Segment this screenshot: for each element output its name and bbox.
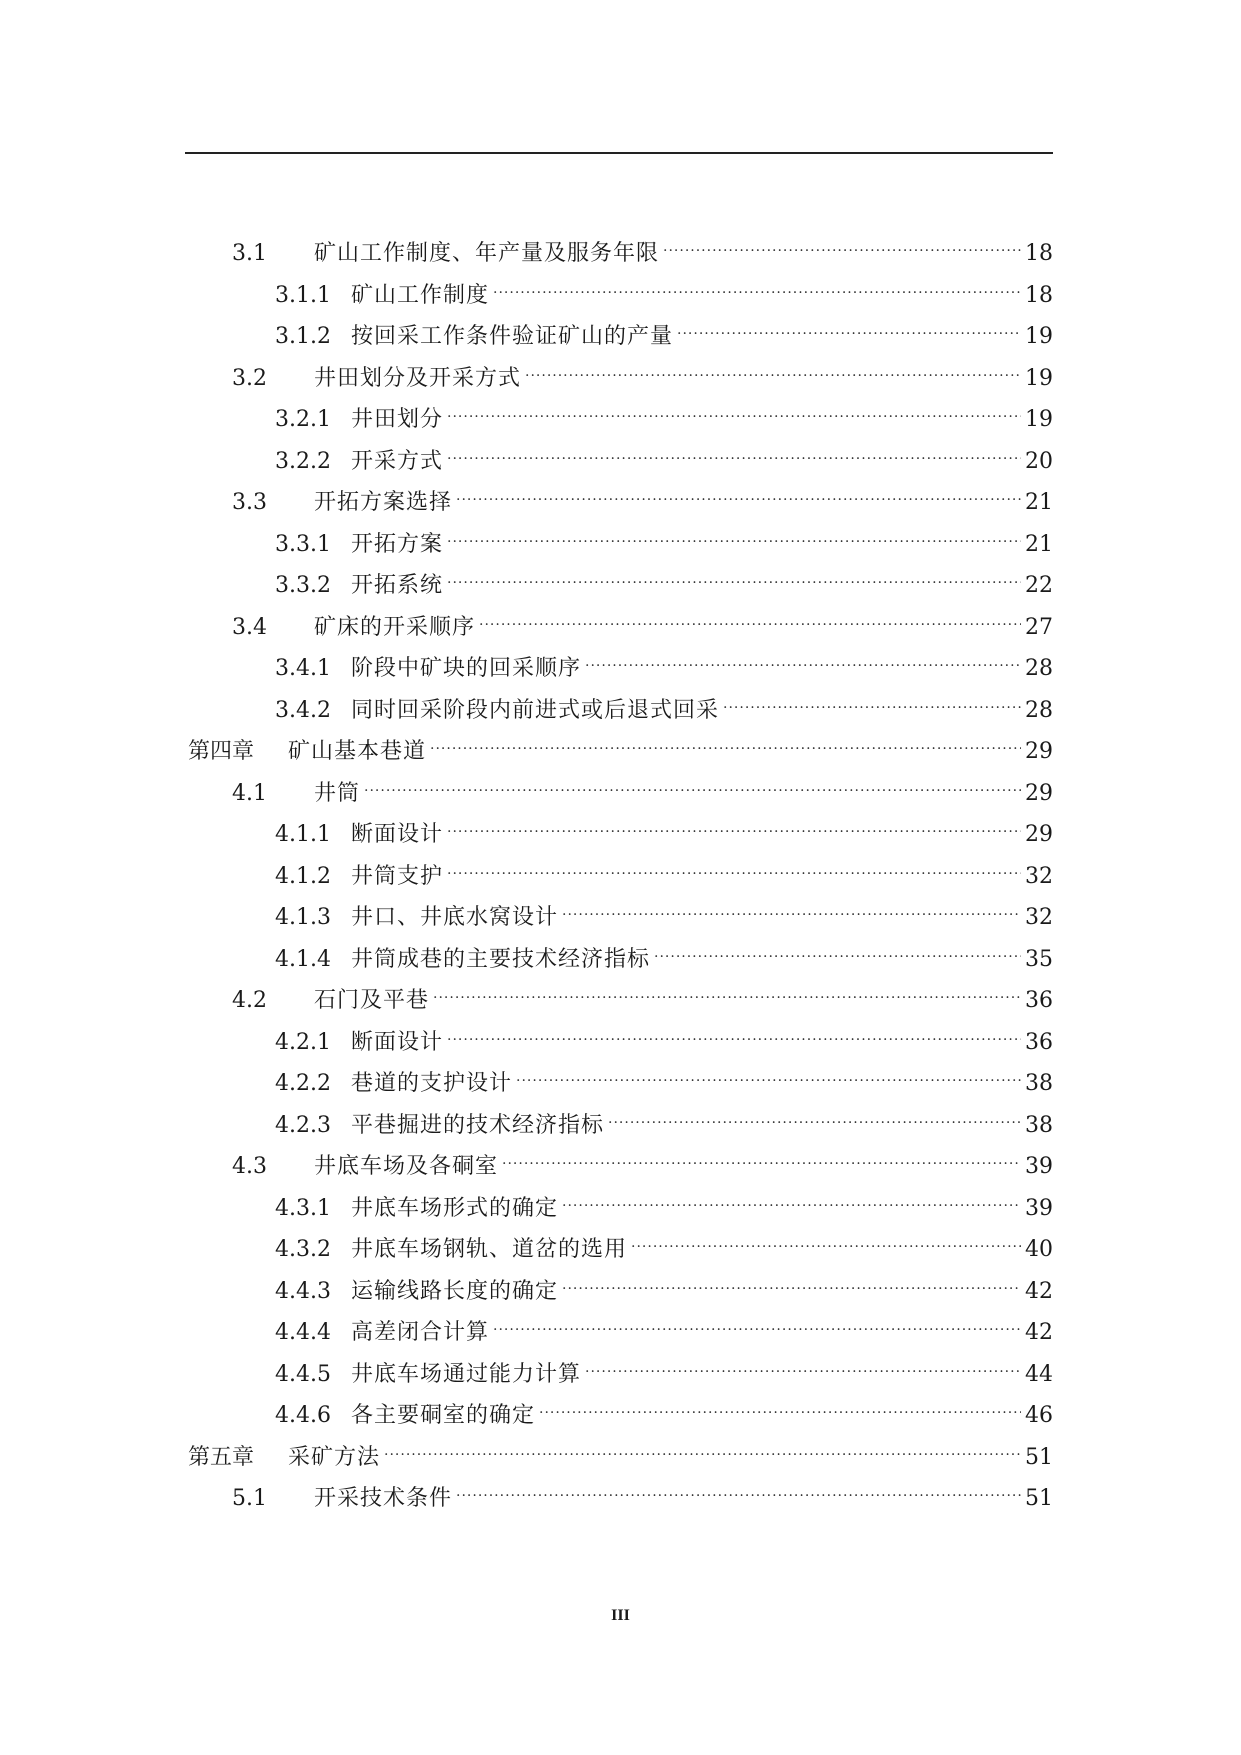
toc-entry-number: 3.1.1 [275, 282, 331, 308]
toc-entry-page: 42 [1025, 1320, 1053, 1345]
toc-entry-title: 同时回采阶段内前进式或后退式回采 [351, 697, 720, 723]
toc-entry[interactable] [232, 602, 1053, 640]
toc-entry-page: 38 [1025, 1112, 1053, 1138]
toc-entry-number: 3.2.1 [275, 407, 331, 432]
toc-entry-title: 井田划分 [351, 407, 444, 432]
toc-entry-number: 3.4.1 [275, 656, 331, 681]
toc-dot-leader [525, 353, 1021, 385]
toc-entry-title: 开拓方案 [351, 531, 444, 557]
toc-entry-title: 井筒 [314, 780, 361, 806]
toc-entry-number: 4.1.3 [275, 905, 331, 930]
toc-entry[interactable] [275, 1390, 1053, 1428]
toc-entry-number: 3.4 [232, 614, 267, 640]
toc-entry[interactable] [188, 726, 1053, 764]
toc-entry[interactable] [275, 394, 1053, 432]
toc-entry-number: 第五章 [188, 1444, 255, 1470]
toc-entry-page: 29 [1025, 822, 1053, 847]
toc-entry[interactable] [275, 1100, 1053, 1138]
toc-entry-page: 36 [1025, 988, 1053, 1013]
toc-entry-title: 采矿方法 [288, 1444, 381, 1470]
toc-entry-page: 28 [1025, 697, 1053, 723]
toc-entry[interactable] [232, 1473, 1053, 1511]
toc-entry-title: 井筒成巷的主要技术经济指标 [351, 946, 651, 972]
toc-entry-page: 42 [1025, 1278, 1053, 1304]
toc-entry-title: 按回采工作条件验证矿山的产量 [351, 324, 674, 349]
toc-dot-leader [631, 1224, 1021, 1256]
toc-entry-number: 3.2.2 [275, 448, 331, 474]
toc-entry-number: 4.3.1 [275, 1195, 331, 1221]
toc-entry[interactable] [275, 685, 1053, 723]
footer-page-number: III [611, 1607, 630, 1624]
toc-entry[interactable] [275, 1224, 1053, 1262]
toc-dot-leader [456, 1473, 1021, 1505]
toc-entry-page: 21 [1025, 531, 1053, 557]
toc-entry-title: 石门及平巷 [314, 988, 430, 1013]
toc-entry-page: 20 [1025, 448, 1053, 474]
toc-entry-number: 3.3 [232, 490, 267, 515]
toc-entry[interactable] [275, 1017, 1053, 1055]
toc-dot-leader [677, 311, 1021, 343]
toc-entry-page: 29 [1025, 739, 1053, 764]
toc-entry[interactable] [232, 768, 1053, 806]
toc-entry[interactable] [275, 560, 1053, 598]
toc-entry-title: 井底车场通过能力计算 [351, 1361, 582, 1387]
toc-entry-page: 36 [1025, 1029, 1053, 1055]
toc-entry-number: 4.4.4 [275, 1320, 331, 1345]
toc-entry-page: 18 [1025, 282, 1053, 308]
toc-dot-leader [447, 394, 1021, 426]
toc-entry-page: 22 [1025, 573, 1053, 598]
toc-dot-leader [447, 809, 1021, 841]
toc-entry-title: 井底车场及各硐室 [314, 1154, 499, 1179]
toc-entry-title: 各主要硐室的确定 [351, 1403, 536, 1428]
toc-entry-number: 5.1 [232, 1486, 267, 1511]
toc-entry[interactable] [275, 934, 1053, 972]
toc-entry[interactable] [275, 519, 1053, 557]
toc-entry-title: 开拓系统 [351, 573, 444, 598]
toc-dot-leader [364, 768, 1021, 800]
toc-entry-title: 开拓方案选择 [314, 490, 453, 515]
toc-entry-number: 4.1.1 [275, 822, 331, 847]
toc-dot-leader [663, 228, 1021, 260]
toc-entry-title: 平巷掘进的技术经济指标 [351, 1112, 605, 1138]
toc-entry[interactable] [275, 270, 1053, 308]
toc-entry[interactable] [275, 851, 1053, 889]
toc-entry[interactable] [275, 1349, 1053, 1387]
toc-dot-leader [539, 1390, 1021, 1422]
toc-dot-leader [479, 602, 1021, 634]
toc-entry[interactable] [232, 228, 1053, 266]
toc-entry-title: 开采技术条件 [314, 1486, 453, 1511]
toc-entry-number: 第四章 [188, 739, 255, 764]
toc-dot-leader [562, 892, 1021, 924]
toc-entry[interactable] [232, 975, 1053, 1013]
toc-entry-page: 38 [1025, 1071, 1053, 1096]
toc-entry-page: 39 [1025, 1154, 1053, 1179]
toc-dot-leader [608, 1100, 1021, 1132]
toc-dot-leader [447, 851, 1021, 883]
toc-entry-number: 4.1.4 [275, 946, 331, 972]
toc-entry-page: 39 [1025, 1195, 1053, 1221]
toc-entry-number: 3.3.2 [275, 573, 331, 598]
toc-entry[interactable] [232, 353, 1053, 391]
toc-entry-title: 高差闭合计算 [351, 1320, 490, 1345]
toc-entry[interactable] [275, 1058, 1053, 1096]
toc-entry-page: 19 [1025, 365, 1053, 391]
toc-dot-leader [447, 519, 1021, 551]
toc-entry-page: 21 [1025, 490, 1053, 515]
toc-entry[interactable] [275, 892, 1053, 930]
toc-entry-number: 4.2.1 [275, 1029, 331, 1055]
toc-entry-title: 巷道的支护设计 [351, 1071, 513, 1096]
toc-entry-number: 4.4.3 [275, 1278, 331, 1304]
toc-dot-leader [447, 1017, 1021, 1049]
toc-dot-leader [562, 1266, 1021, 1298]
toc-dot-leader [447, 560, 1021, 592]
toc-dot-leader [493, 1307, 1021, 1339]
toc-entry-number: 4.3.2 [275, 1237, 331, 1262]
toc-entry-page: 32 [1025, 905, 1053, 930]
toc-entry-page: 46 [1025, 1403, 1053, 1428]
toc-entry-title: 开采方式 [351, 448, 444, 474]
toc-entry-page: 28 [1025, 656, 1053, 681]
toc-entry-number: 4.4.5 [275, 1361, 331, 1387]
toc-entry-number: 4.1 [232, 780, 267, 806]
toc-entry[interactable] [232, 477, 1053, 515]
toc-entry[interactable] [232, 1141, 1053, 1179]
toc-entry[interactable] [188, 1432, 1053, 1470]
toc-entry-title: 井筒支护 [351, 863, 444, 889]
toc-entry[interactable] [275, 1183, 1053, 1221]
toc-entry-title: 运输线路长度的确定 [351, 1278, 559, 1304]
toc-dot-leader [384, 1432, 1021, 1464]
toc-dot-leader [723, 685, 1021, 717]
toc-dot-leader [585, 643, 1021, 675]
toc-entry-title: 断面设计 [351, 822, 444, 847]
toc-dot-leader [433, 975, 1021, 1007]
toc-entry-page: 40 [1025, 1237, 1053, 1262]
toc-entry[interactable] [275, 809, 1053, 847]
toc-entry-title: 矿山工作制度 [351, 282, 490, 308]
toc-entry-page: 51 [1025, 1486, 1053, 1511]
toc-entry-number: 4.4.6 [275, 1403, 331, 1428]
toc-entry-number: 3.4.2 [275, 697, 331, 723]
toc-dot-leader [502, 1141, 1021, 1173]
toc-dot-leader [456, 477, 1021, 509]
toc-entry-number: 3.1 [232, 241, 267, 266]
toc-entry-number: 4.2.2 [275, 1071, 331, 1096]
toc-entry[interactable] [275, 643, 1053, 681]
toc-entry-title: 井口、井底水窝设计 [351, 905, 559, 930]
toc-entry-title: 阶段中矿块的回采顺序 [351, 656, 582, 681]
toc-dot-leader [516, 1058, 1021, 1090]
toc-entry-number: 3.2 [232, 365, 267, 391]
toc-entry-number: 4.1.2 [275, 863, 331, 889]
toc-entry[interactable] [275, 1307, 1053, 1345]
toc-entry-number: 4.2 [232, 988, 267, 1013]
toc-entry-page: 18 [1025, 241, 1053, 266]
toc-entry[interactable] [275, 436, 1053, 474]
toc-entry-page: 27 [1025, 614, 1053, 640]
toc-entry-page: 35 [1025, 946, 1053, 972]
toc-entry-title: 断面设计 [351, 1029, 444, 1055]
toc-entry[interactable] [275, 311, 1053, 349]
toc-entry-title: 井田划分及开采方式 [314, 365, 522, 391]
toc-entry-title: 矿床的开采顺序 [314, 614, 476, 640]
toc-entry-number: 3.1.2 [275, 324, 331, 349]
toc-entry-page: 51 [1025, 1444, 1053, 1470]
toc-dot-leader [585, 1349, 1021, 1381]
toc-entry-page: 19 [1025, 407, 1053, 432]
toc-entry-number: 4.2.3 [275, 1112, 331, 1138]
toc-entry-page: 32 [1025, 863, 1053, 889]
toc-entry-title: 矿山基本巷道 [288, 739, 427, 764]
toc-entry[interactable] [275, 1266, 1053, 1304]
toc-entry-page: 29 [1025, 780, 1053, 806]
toc-entry-number: 3.3.1 [275, 531, 331, 557]
toc-entry-title: 井底车场形式的确定 [351, 1195, 559, 1221]
toc-dot-leader [493, 270, 1021, 302]
toc-dot-leader [654, 934, 1021, 966]
toc-entry-page: 19 [1025, 324, 1053, 349]
toc-entry-title: 井底车场钢轨、道岔的选用 [351, 1237, 628, 1262]
toc-entry-number: 4.3 [232, 1154, 267, 1179]
header-rule [185, 152, 1053, 154]
toc-dot-leader [430, 726, 1021, 758]
toc-entry-page: 44 [1025, 1361, 1053, 1387]
toc-dot-leader [447, 436, 1021, 468]
toc-dot-leader [562, 1183, 1021, 1215]
toc-entry-title: 矿山工作制度、年产量及服务年限 [314, 241, 660, 266]
